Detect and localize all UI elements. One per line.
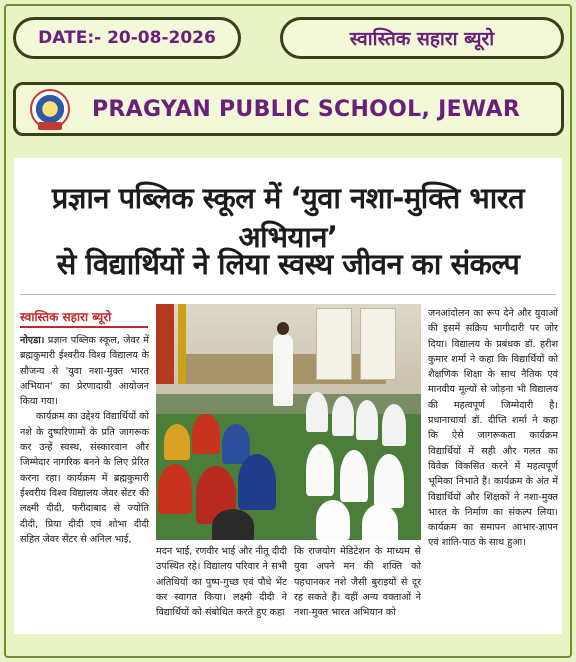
byline-underline [20,326,148,328]
article-column-3: कि राजयोग मेडिटेशन के माध्यम से युवा अपने मन की शक्ति को पहचानकर नशे जैसी बुराइयों से दूर रह सकते हैं। वहीं अन्य वक्ताओं ने नशा-मुक्त भारत अभियान को [294,546,421,619]
headline-line-2: से विद्यार्थियों ने लिया स्वस्थ जीवन का संकल्प [56,247,520,281]
date-label: DATE:- 20-08-2026 [13,17,241,59]
school-logo-icon [30,89,70,129]
newspaper-clipping [14,158,562,634]
event-photo [156,304,421,540]
school-banner [13,82,564,136]
headline-line-1: प्रज्ञान पब्लिक स्कूल में ‘युवा नशा-मुक्ति भारत अभियान’ [51,181,525,254]
article-column-2: मदन भाई, रणवीर भाई और नीतू दीदी उपस्थित रहे। विद्यालय परिवार ने सभी अतिथियों का पुष्प-गुच्छ एवं पौधे भेंट कर स्वागत किया। लक्ष्मी दीदी ने विद्यार्थियों को संबोधित करते हुए कहा [156,546,287,619]
dateline: नोएडा। [20,335,45,346]
bureau-label: स्वास्तिक सहारा ब्यूरो [280,17,564,59]
school-name: PRAGYAN PUBLIC SCHOOL, JEWAR [92,96,521,122]
article-column-4: जनआंदोलन का रूप देने और युवाओं की इसमें सक्रिय भागीदारी पर जोर दिया। विद्यालय के प्रबंधक डॉ. हरीश कुमार शर्मा ने कहा कि विद्यार्थियों को शैक्षणिक शिक्षा के साथ नैतिक एवं मानवीय मूल्यों से जोड़ना भी विद्यालय की महत्वपूर्ण जिम्मेदारी है। प्रधानाचार्या डॉ. दीप्ति शर्मा ने कहा कि ऐसे जागरूकता कार्यक्रम विद्यार्थियों में सही और गलत का विवेक विकसित करने में महत्वपूर्ण भूमिका निभाते हैं। कार्यक्रम के अंत में विद्यार्थियों और शिक्षकों ने नशा-मुक्त भारत के निर्माण का संकल्प लिया। कार्यक्रम का समापन आभार-ज्ञापन एवं शांति-पाठ के साथ हुआ। [428,308,558,549]
paragraph-2: कार्यक्रम का उद्देश्य विद्यार्थियों को नशे के दुष्परिणामों के प्रति जागरूक कर उन्हें स्वस्थ, संस्कारवान और जिम्मेदार नागरिक बनने के लिए प्रेरित करना रहा। कार्यक्रम में ब्रह्मकुमारी ईश्वरीय विश्व विद्यालय जेवर सेंटर की लक्ष्मी दीदी, फरीदाबाद से ज्योति दीदी, प्रिया दीदी एवं शोभा दीदी सहित जेवर सेंटर से अनिल भाई, [20,411,149,545]
article-byline: स्वास्तिक सहारा ब्यूरो [20,310,112,324]
paragraph-1: प्रज्ञान पब्लिक स्कूल, जेवर में ब्रह्मकुमारी ईश्वरीय विश्व विद्यालय के सौजन्य से 'युवा नशा-मुक्त भारत अभियान' का प्रेरणादायी आयोजन किया गया। [20,335,149,408]
headline-divider [20,294,556,295]
article-column-1 [20,333,149,547]
